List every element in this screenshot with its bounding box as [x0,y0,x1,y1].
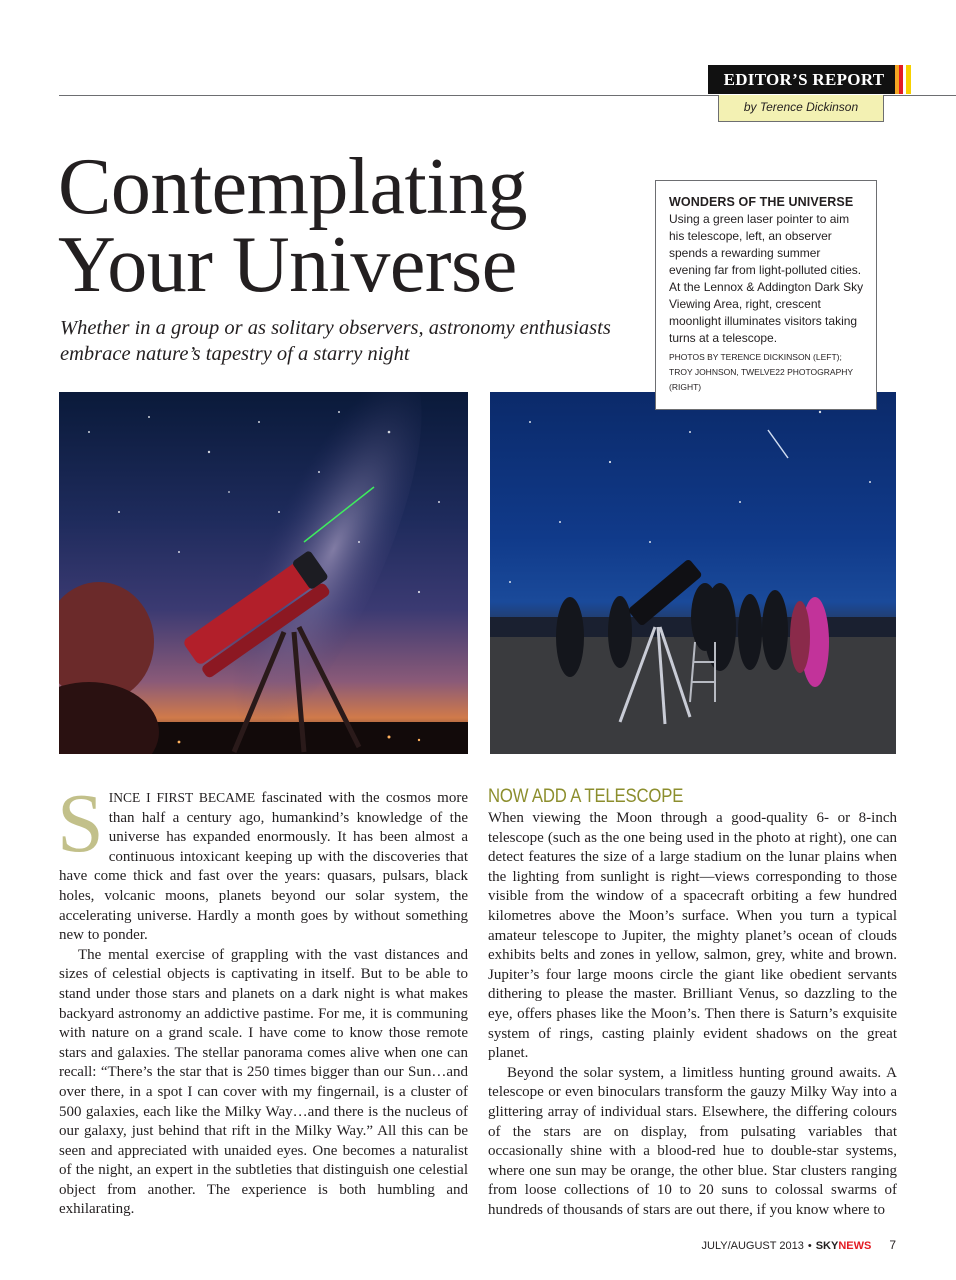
photo-right [490,392,896,754]
body-paragraph-4: Beyond the solar system, a limitless hunting ground awaits. A telescope or even binoculars transform the gauzy Milky Way into a glittering array of individual stars. Elsewhere, the differing colours of the stars are on display, from pulsating variables that occasionally shine with a blood-red hue to double-star systems, where one sun may be orange, the other blue. Star clusters ranging from loose collections of 10 to 20 suns to colossal swarms of hundreds of thousands of stars are out there, if you know where to [488,1064,897,1218]
page-number: 7 [889,1238,896,1252]
body-paragraph-2: The mental exercise of grappling with the vast distances and sizes of celestial objects is captivating in itself. But to be able to stand under those stars and planets on a dark night is what makes backyard astronomy an addictive pastime. For me, it is communing with nature on a grand scale. I have come to know those remote stars and galaxies. The stellar panorama comes alive when one can recall: “There’s the star that is 250 times bigger than our Sun…and over there, in a spot I can cover with my fingernail, is a cluster of 500 galaxies, each like the Milky Way…and there is the nucleus of our galaxy, just behind that rift in the Milky Way.” All this can be seen and appreciated with unaided eyes. One becomes a naturalist of the night, an expert in the subtleties that distinguish one celestial object from another. The experience is both humbling and exhilarating. [59,946,468,1218]
deck: Whether in a group or as solitary observers, astronomy enthusiasts embrace nature’s tapestry of a starry night [60,317,611,365]
issue-date: JULY/AUGUST 2013 [701,1240,804,1252]
headline-line-1: Contemplating [58,143,528,231]
headline-line-2: Your Universe [58,221,517,309]
caption-body: Using a green laser pointer to aim his telescope, left, an observer spends a rewarding summer evening far from light-polluted cities. At the Lennox & Addington Dark Sky Viewing Area, right, crescent moonlight illuminates visitors taking turns at a telescope. [669,212,864,345]
body-column-right [488,786,897,1220]
brand-sky: SKY [815,1240,839,1252]
subhead: NOW ADD A TELESCOPE [488,786,684,807]
photo-right-illustration [490,392,896,754]
page-footer [690,1238,896,1252]
section-stripes [895,65,911,94]
body-column-left [57,777,468,1220]
caption-title: WONDERS OF THE UNIVERSE [669,195,854,209]
footer-bullet: • [807,1240,812,1252]
caption-credit: PHOTOS BY TERENCE DICKINSON (LEFT); TROY JOHNSON, TWELVE22 PHOTOGRAPHY (RIGHT) [669,352,853,392]
headline [58,143,528,309]
brand-news: NEWS [838,1240,872,1252]
drop-cap: S [57,777,104,870]
byline: by Terence Dickinson [718,95,884,122]
paragraph-1-text: fascinated with the cosmos more than half a century ago, humankind’s knowledge of the universe has expanded enormously. It has been almost a continuous intoxicant keeping up with the discoveries that have come thick and fast over the years: quasars, pulsars, black holes, volcanic moons, planets beyond our solar system, the accelerating universe. Hardly a month goes by without something new to ponder. [59,790,468,944]
photo-left-illustration [59,392,468,754]
lead-in: INCE I FIRST BECAME [108,790,256,805]
body-paragraph-1 [57,777,468,946]
photo-left [59,392,468,754]
body-paragraph-3: When viewing the Moon through a good-quality 6- or 8-inch telescope (such as the one being used in the photo at right), one can detect features the size of a large stadium on the lunar plains when the lighting from sunlight is right—views corresponding to those visible from the window of a spacecraft orbiting a few hundred kilometres above the Moon’s surface. When you turn a typical amateur telescope to Jupiter, the mighty planet’s ocean of clouds exhibits belts and zones in yellow, salmon, grey, white and brown. Jupiter’s four large moons circle the giant like obedient servants dithering to please the master. Brilliant Venus, so dazzling to the eye, offers phases like the Moon’s. Then there is Saturn’s exquisite system of rings, casting plainly evident shadows on the great planet. [488,810,897,1062]
photo-caption-box [655,180,877,410]
section-label: EDITOR’S REPORT [708,65,900,94]
